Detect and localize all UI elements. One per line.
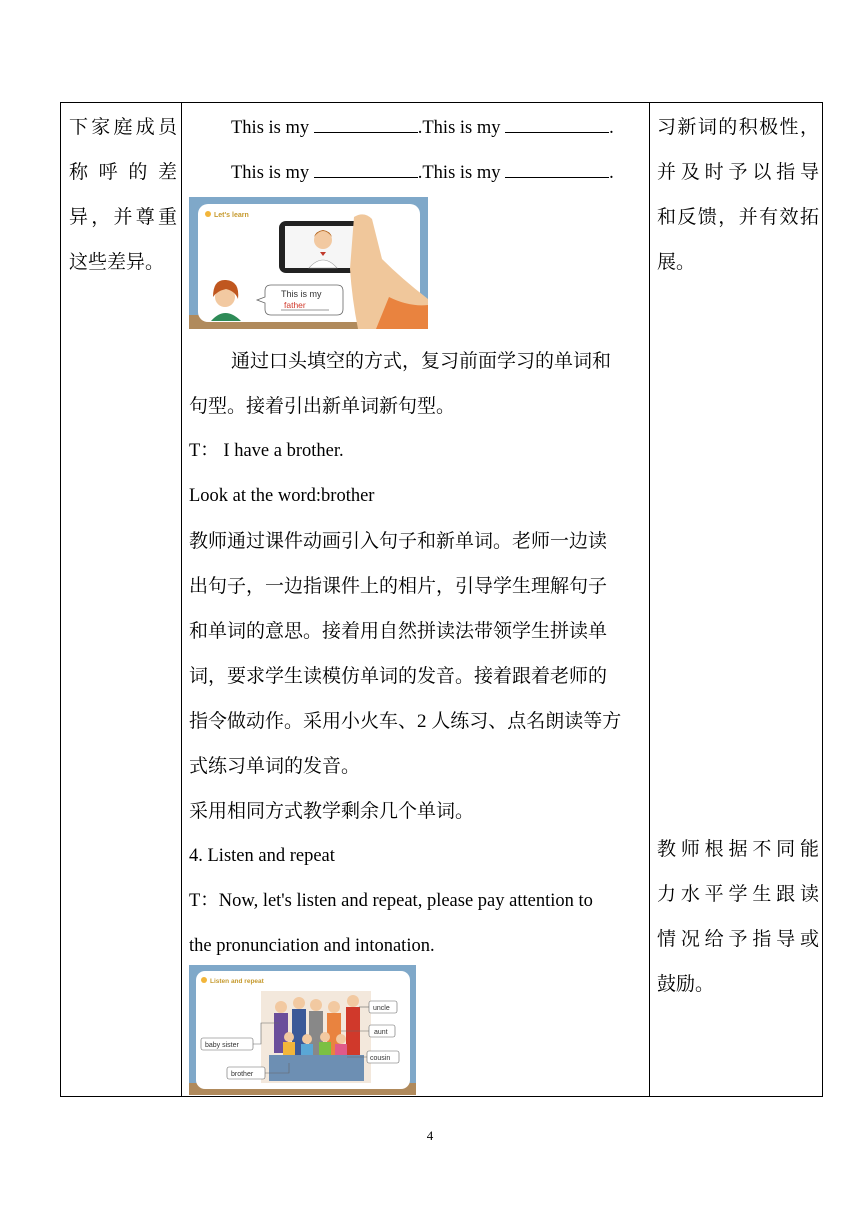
fill-blank-sentence: This is my .This is my . — [231, 118, 614, 138]
blank-line — [314, 162, 418, 178]
blank-line — [314, 117, 418, 133]
evaluation-line: 情况给予指导或 — [657, 929, 819, 950]
blank-line — [505, 117, 609, 133]
bubble-word: father — [284, 300, 306, 310]
lesson-table — [60, 102, 823, 1097]
family-members — [269, 995, 364, 1081]
evaluation-cell — [657, 105, 819, 285]
teacher-line: the pronunciation and intonation. — [189, 936, 435, 956]
objective-line: 异，并尊重 — [69, 207, 177, 228]
evaluation-line: 展。 — [657, 252, 696, 273]
column-divider — [181, 103, 182, 1096]
evaluation-line: 并及时予以指导 — [657, 162, 819, 183]
evaluation-cell — [657, 827, 819, 1007]
slide-header: Let's learn — [214, 212, 249, 219]
slide-header: Listen and repeat — [210, 978, 264, 985]
paragraph-line: 采用相同方式教学剩余几个单词。 — [189, 801, 475, 822]
label-aunt: aunt — [374, 1029, 388, 1036]
paragraph-line: 式练习单词的发音。 — [189, 756, 361, 777]
lets-learn-illustration — [189, 197, 428, 329]
evaluation-line: 和反馈，并有效拓 — [657, 207, 819, 228]
blank-line — [505, 162, 609, 178]
section-heading: 4. Listen and repeat — [189, 846, 335, 866]
label-baby-sister: baby sister — [205, 1042, 239, 1049]
teacher-line: T：Now, let's listen and repeat, please pay attention to — [189, 891, 593, 911]
fill-blank-sentence: This is my .This is my . — [231, 163, 614, 183]
teacher-line: T： I have a brother. — [189, 441, 344, 461]
page-number: 4 — [426, 1128, 434, 1143]
column-divider — [649, 103, 650, 1096]
paragraph-line: 词，要求学生读模仿单词的发音。接着跟着老师的 — [189, 666, 608, 687]
label-brother: brother — [231, 1071, 254, 1078]
bubble-text: This is my — [281, 289, 322, 299]
paragraph-line: 句型。接着引出新单词新句型。 — [189, 396, 456, 417]
paragraph-line: 出句子，一边指课件上的相片，引导学生理解句子 — [189, 576, 608, 597]
evaluation-line: 教师根据不同能 — [657, 839, 819, 860]
objective-line: 这些差异。 — [69, 252, 165, 273]
paragraph-line: 教师通过课件动画引入句子和新单词。老师一边读 — [189, 531, 608, 552]
listen-and-repeat-illustration — [189, 965, 416, 1095]
paragraph-line: 和单词的意思。接着用自然拼读法带领学生拼读单 — [189, 621, 608, 642]
evaluation-line: 鼓励。 — [657, 974, 715, 995]
paragraph-line: 通过口头填空的方式，复习前面学习的单词和 — [231, 351, 612, 372]
paragraph-line: 指令做动作。采用小火车、2 人练习、点名朗读等方 — [189, 711, 622, 732]
label-uncle: uncle — [373, 1005, 390, 1012]
evaluation-line: 习新词的积极性， — [657, 117, 819, 138]
star-icon — [205, 211, 211, 217]
objective-line: 下家庭成员 — [69, 117, 177, 138]
star-icon — [201, 977, 207, 983]
word-line: Look at the word:brother — [189, 486, 375, 506]
objective-line: 称 呼 的 差 — [69, 162, 177, 183]
objective-cell — [69, 105, 177, 285]
evaluation-line: 力水平学生跟读 — [657, 884, 819, 905]
label-cousin: cousin — [370, 1055, 391, 1062]
